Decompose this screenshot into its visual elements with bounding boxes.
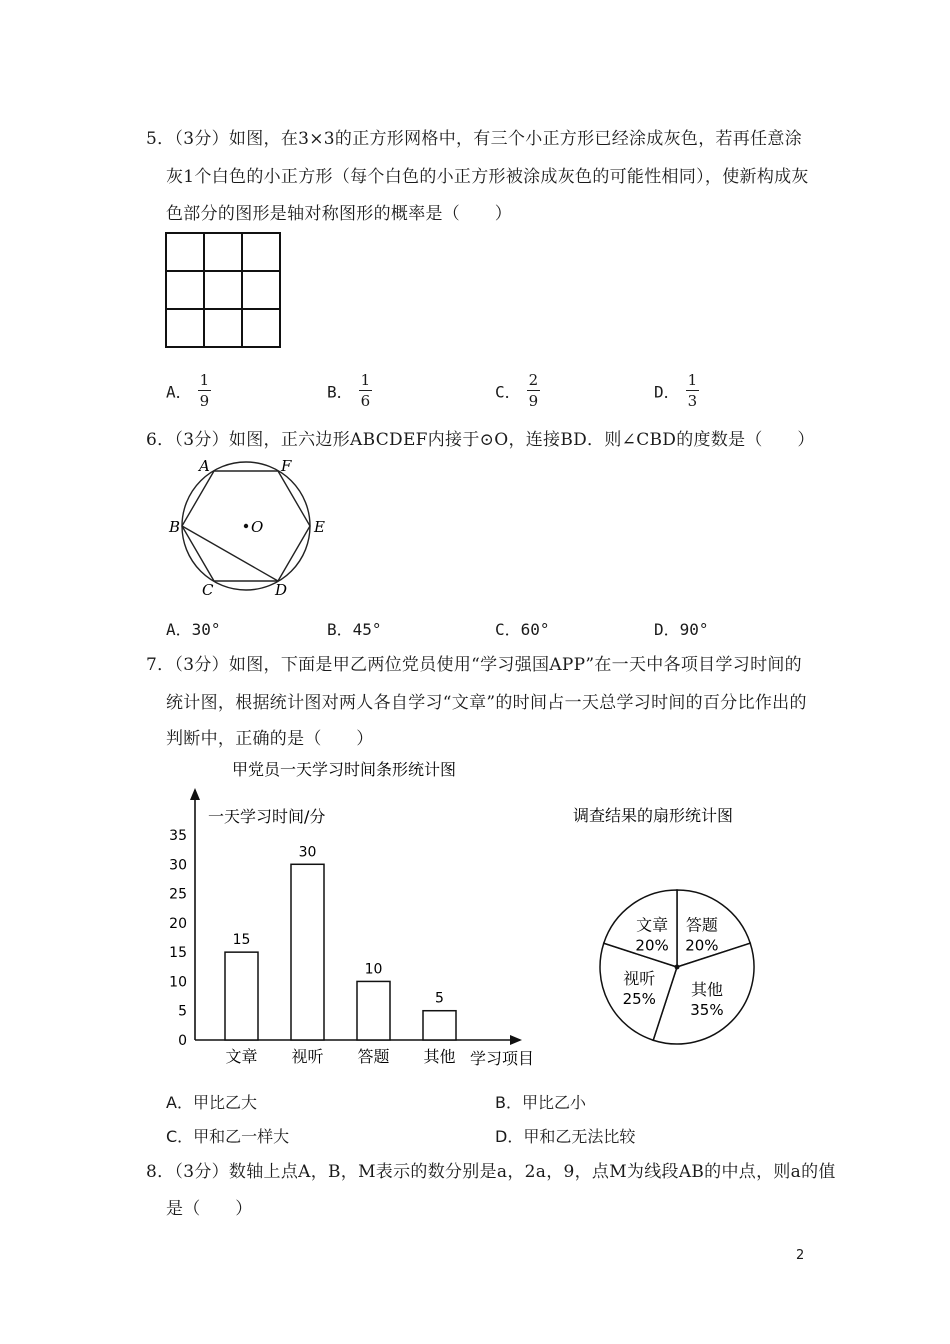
y-tick-label: 35	[169, 828, 187, 844]
pie-slice-label: 35%	[690, 1000, 724, 1019]
fraction-numerator: 1	[687, 371, 698, 389]
q5-stem-line-2: 灰1个白色的小正方形（每个白色的小正方形被涂成灰色的可能性相同），使新构成灰	[166, 167, 809, 187]
y-axis-arrow	[190, 788, 200, 800]
label-o: O	[251, 518, 264, 536]
bar-1	[225, 952, 258, 1040]
bar-data-label: 15	[232, 932, 251, 949]
q5-option-a[interactable]	[166, 372, 211, 410]
bar-data-label: 30	[298, 844, 317, 861]
page-number: 2	[796, 1248, 805, 1263]
segment-bd	[182, 526, 278, 581]
q5-option-b[interactable]	[327, 372, 372, 410]
q6-option-d[interactable]: D．90°	[654, 620, 709, 639]
y-tick-label: 0	[178, 1033, 187, 1049]
fraction-denominator: 6	[360, 392, 371, 410]
y-tick-label: 25	[169, 886, 187, 903]
bar-2	[291, 864, 324, 1040]
bar-chart-ylabel: 一天学习时间/分	[208, 807, 326, 826]
x-category-label: 视听	[291, 1047, 324, 1066]
q5-stem-line-3: 色部分的图形是轴对称图形的概率是（ ）	[166, 204, 512, 224]
fraction-numerator: 2	[528, 371, 539, 389]
y-tick-label: 15	[169, 945, 187, 962]
q7-option-d[interactable]: D．甲和乙无法比较	[495, 1127, 636, 1146]
center-point	[244, 524, 248, 528]
x-category-label: 文章	[225, 1047, 258, 1066]
option-label: A．	[166, 382, 192, 402]
pie-chart	[560, 795, 770, 1055]
q7-stem-line-1: 7．（3分）如图，下面是甲乙两位党员使用“学习强国APP”在一天中各项目学习时间的	[146, 655, 802, 675]
q7-option-b[interactable]: B．甲比乙小	[495, 1093, 586, 1112]
q6-stem-line-1: 6．（3分）如图，正六边形ABCDEF内接于⊙O，连接BD．则∠CBD的度数是（ ）	[146, 430, 815, 450]
bar-3	[357, 981, 390, 1040]
y-tick-label: 10	[169, 974, 187, 991]
fraction-denominator: 9	[199, 392, 210, 410]
fraction-numerator: 1	[360, 371, 371, 389]
bar-4	[423, 1011, 456, 1040]
option-label: D．	[654, 382, 680, 402]
x-category-label: 答题	[357, 1047, 390, 1066]
label-e: E	[314, 518, 325, 536]
bar-chart	[160, 755, 550, 1075]
fraction-numerator: 1	[199, 371, 210, 389]
pie-slice-label: 20%	[635, 936, 669, 955]
label-c: C	[202, 581, 214, 599]
q6-option-b[interactable]: B．45°	[327, 620, 382, 639]
q6-option-a[interactable]: A．30°	[166, 620, 221, 639]
q5-option-d[interactable]	[654, 372, 699, 410]
label-b: B	[169, 518, 181, 536]
option-label: C．	[495, 382, 521, 402]
pie-slice-label: 20%	[685, 936, 719, 955]
q5-option-c[interactable]	[495, 372, 540, 410]
option-label: B．	[327, 382, 353, 402]
pie-slice-name: 文章	[636, 915, 669, 935]
y-tick-label: 30	[169, 857, 187, 874]
y-tick-label: 20	[169, 915, 187, 932]
pie-slice-name: 其他	[690, 979, 723, 999]
pie-center-point	[675, 965, 680, 970]
pie-chart-title: 调查结果的扇形统计图	[573, 806, 734, 825]
q6-hexagon-figure	[164, 455, 344, 600]
q7-stem-line-2: 统计图，根据统计图对两人各自学习“文章”的时间占一天总学习时间的百分比作出的	[166, 693, 807, 713]
x-axis-arrow	[510, 1035, 522, 1045]
q7-option-c[interactable]: C．甲和乙一样大	[166, 1127, 290, 1146]
q5-stem-line-1: 5．（3分）如图，在3×3的正方形网格中，有三个小正方形已经涂成灰色，若再任意涂	[146, 129, 803, 149]
fraction-denominator: 3	[687, 392, 698, 410]
q7-option-a[interactable]: A．甲比乙大	[166, 1093, 257, 1112]
bar-data-label: 5	[435, 990, 444, 1007]
label-d: D	[275, 581, 288, 599]
q8-stem-line-2: 是（ ）	[166, 1199, 253, 1219]
bar-data-label: 10	[364, 961, 383, 978]
q6-option-c[interactable]: C．60°	[495, 620, 550, 639]
q8-stem-line-1: 8．（3分）数轴上点A，B，M表示的数分别是a，2a，9，点M为线段AB的中点，则a的值	[146, 1162, 836, 1182]
q7-stem-line-3: 判断中，正确的是（ ）	[166, 729, 374, 749]
y-tick-label: 5	[178, 1003, 187, 1020]
pie-slice-name: 视听	[623, 969, 656, 989]
label-f: F	[281, 457, 292, 475]
bar-chart-xlabel: 学习项目	[470, 1049, 535, 1068]
pie-slice-name: 答题	[685, 915, 718, 935]
x-category-label: 其他	[423, 1047, 456, 1066]
bar-chart-title: 甲党员一天学习时间条形统计图	[232, 760, 457, 779]
fraction-denominator: 9	[528, 392, 539, 410]
pie-slice-label: 25%	[622, 990, 656, 1009]
q5-grid-figure	[164, 231, 284, 351]
label-a: A	[199, 457, 210, 475]
